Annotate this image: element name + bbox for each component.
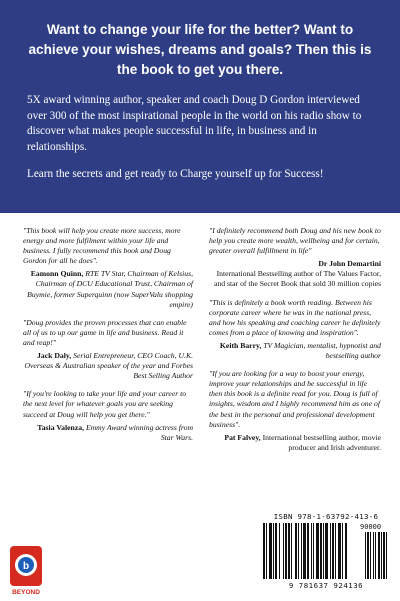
barcode-icon (261, 523, 391, 581)
testimonial-attribution: Dr John Demartini International Bestselling author of The Values Factor, and star of the Secret Book that sold 30 million copies (214, 259, 381, 289)
tagline: Learn the secrets and get ready to Charge yourself up for Success! (27, 168, 324, 180)
publisher-logo-icon (8, 546, 44, 596)
barcode-area (258, 512, 394, 592)
barcode-addon: 90000 (360, 523, 382, 531)
testimonials (0, 226, 400, 526)
testimonial-quote: "If you're looking to take your life and your career to the next level for whatever goals you are seeking succeed at Doug will help you get there." (23, 389, 187, 419)
testimonial-attribution: Jack Daly, Serial Entrepreneur, CEO Coach, U.K. Overseas & Australian speaker of the year and Forbes Best Selling Author (24, 351, 193, 381)
testimonial-attribution: Pat Falvey, International bestselling author, movie producer and Irish adventurer. (224, 432, 381, 452)
barcode-digits: 9 781637 924136 (288, 581, 364, 590)
testimonial-attribution: Tasia Valenza, Emmy Award winning actress from Star Wars. (37, 422, 193, 442)
svg-text:b: b (22, 561, 30, 572)
testimonial-attribution: Keith Barry, TV Magician, mentalist, hypnotist and bestselling author (219, 340, 381, 361)
testimonials-right-column (209, 226, 381, 461)
publisher-logo-text: BEYOND (12, 589, 40, 596)
testimonial-quote: "This is definitely a book worth reading. Between his corporate career where he was in the national press, and how his speaking and coaching career he definitely comes from a place of knowing and inspiration". (209, 297, 381, 337)
testimonial-quote: "If you are looking for a way to boost your energy, improve your relationships and be successful in life then this book is a definite read for you. Doug is full of insights, wisdom and I highly recommend him as one of the best in the personal and professional development business". (209, 369, 380, 429)
testimonial-attribution: Eamonn Quinn, RTE TV Star, Chairman of Kelsius, Chairman of DCU Educational Trust, Chairman of Buymie, former Superquinn (now SuperValu shopping empire) (27, 269, 193, 309)
testimonial-quote: "I definitely recommend both Doug and his new book to help you create more wealth, wellbeing and for certain, greater overall fulfillment in life" (209, 226, 381, 256)
testimonials-left-column (23, 226, 193, 451)
author-blurb: 5X award winning author, speaker and coach Doug D Gordon interviewed over 300 of the most inspirational people in the world on his radio show to discover what makes people successful in life, in business and in relationships. (27, 94, 362, 153)
top-blurb-band (0, 0, 400, 213)
isbn-label: ISBN 978-1-63792-413-6 (273, 512, 379, 521)
headline: Want to change your life for the better? Want to achieve your wishes, dreams and goals? Then this is the book to get you there. (28, 22, 372, 77)
testimonial-quote: "Doug provides the proven processes that can enable all of us to up our game in life and business. Read it and reap!" (23, 317, 187, 347)
testimonial-quote: "This book will help you create more success, more energy and more fulfilment within your life and business. I fully recommend this book and Doug Gordon for all he does". (23, 226, 181, 266)
